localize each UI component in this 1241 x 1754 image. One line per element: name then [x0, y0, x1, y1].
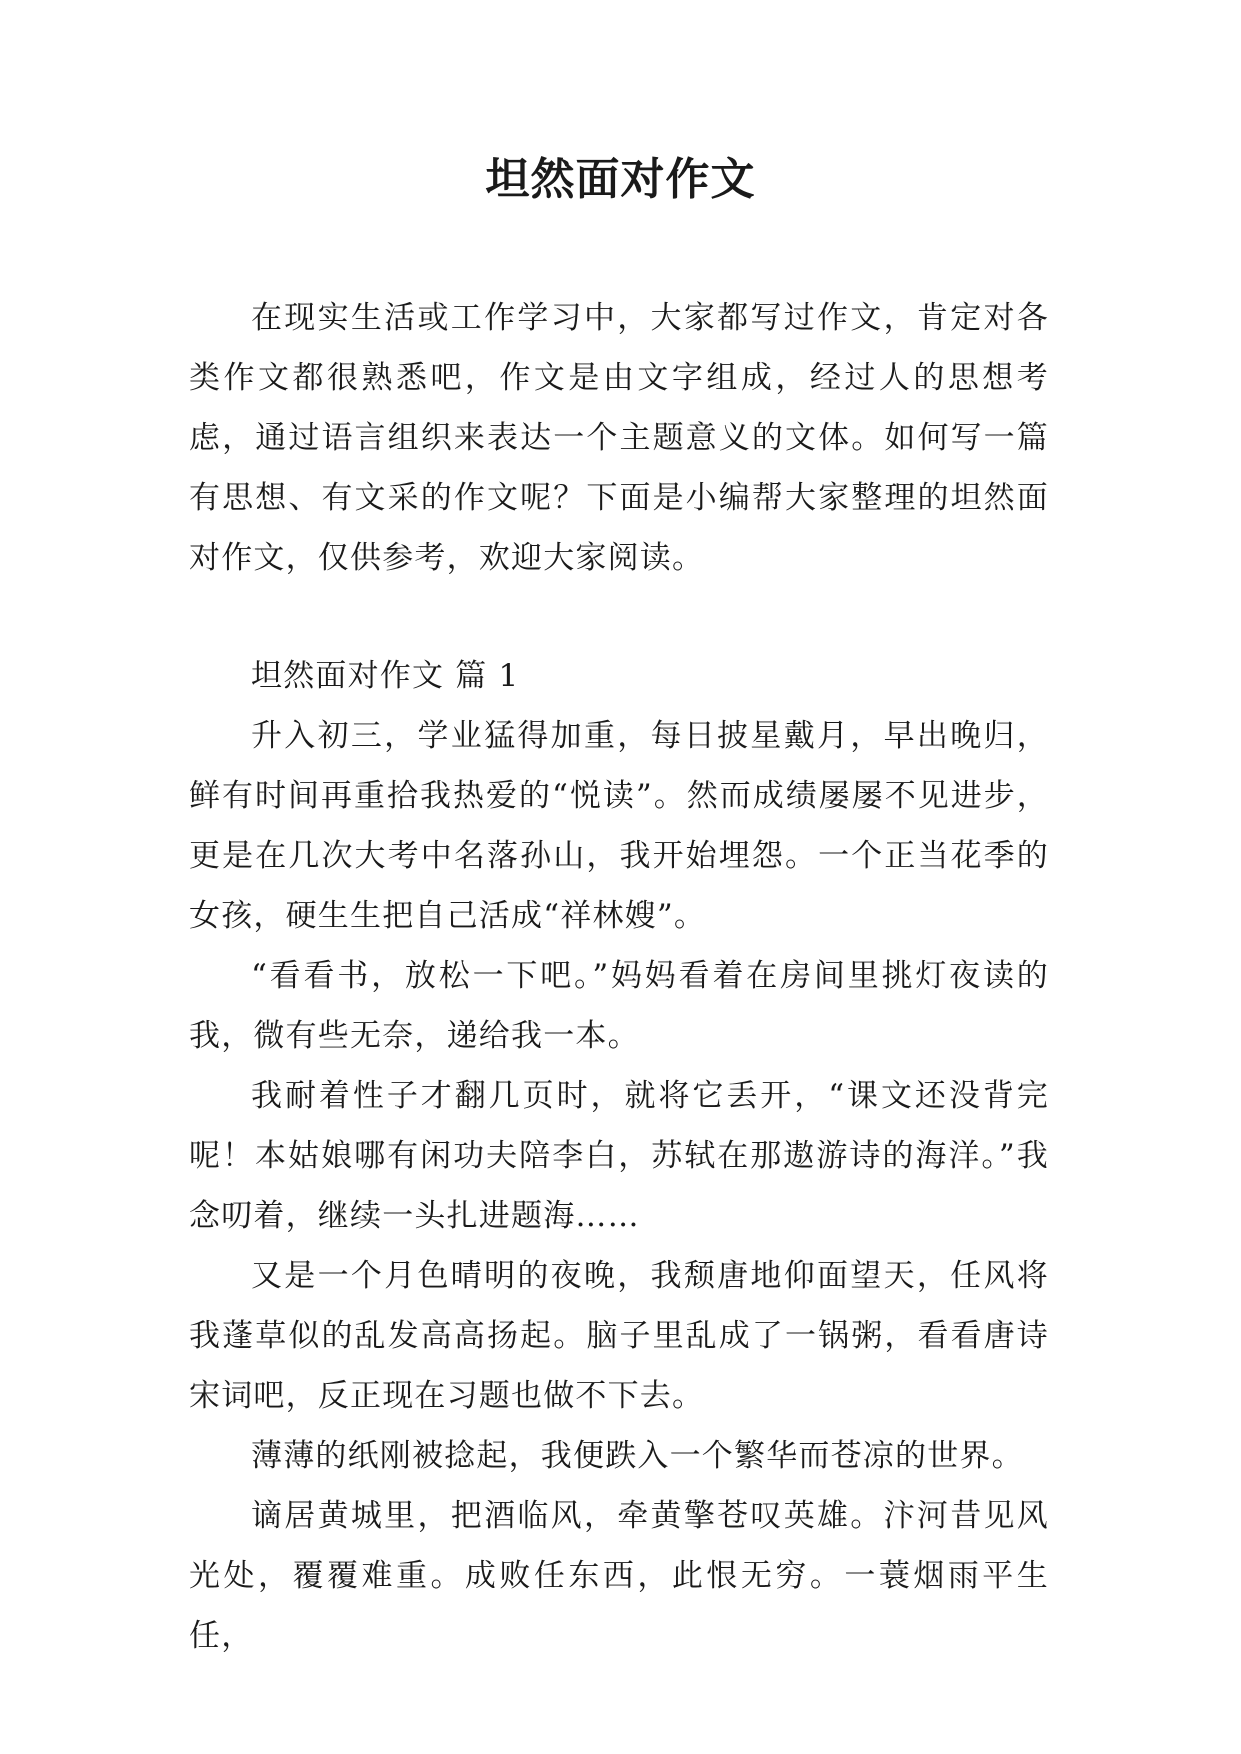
body-paragraph: 薄薄的纸刚被捻起，我便跌入一个繁华而苍凉的世界。 — [251, 1438, 1024, 1474]
body-paragraph: 升入初三，学业猛得加重，每日披星戴月，早出晚归，鲜有时间再重拾我热爱的“悦读”。然而成绩屡屡不见进步，更是在几次大考中名落孙山，我开始埋怨。一个正当花季的女孩，硬生生把自己活成“祥林嫂”。 — [189, 718, 1049, 934]
body-paragraph: 谪居黄城里，把酒临风，牵黄擎苍叹英雄。汴河昔见风光处，覆覆难重。成败任东西，此恨无穷。一蓑烟雨平生任， — [189, 1498, 1049, 1654]
body-paragraph: 我耐着性子才翻几页时，就将它丢开，“课文还没背完呢！本姑娘哪有闲功夫陪李白，苏轼在那遨游诗的海洋。”我念叨着，继续一头扎进题海…… — [189, 1078, 1049, 1234]
section-heading: 坦然面对作文 篇 1 — [251, 658, 520, 694]
document-title: 坦然面对作文 — [485, 154, 756, 205]
body-paragraph: “看看书，放松一下吧。”妈妈看着在房间里挑灯夜读的我，微有些无奈，递给我一本。 — [189, 958, 1049, 1054]
body-paragraph: 又是一个月色晴明的夜晚，我颓唐地仰面望天，任风将我蓬草似的乱发高高扬起。脑子里乱成了一锅粥，看看唐诗宋词吧，反正现在习题也做不下去。 — [189, 1258, 1049, 1414]
intro-paragraph: 在现实生活或工作学习中，大家都写过作文，肯定对各类作文都很熟悉吧，作文是由文字组成，经过人的思想考虑，通过语言组织来表达一个主题意义的文体。如何写一篇有思想、有文采的作文呢？下面是小编帮大家整理的坦然面对作文，仅供参考，欢迎大家阅读。 — [189, 300, 1049, 576]
document-body — [189, 288, 1049, 1666]
